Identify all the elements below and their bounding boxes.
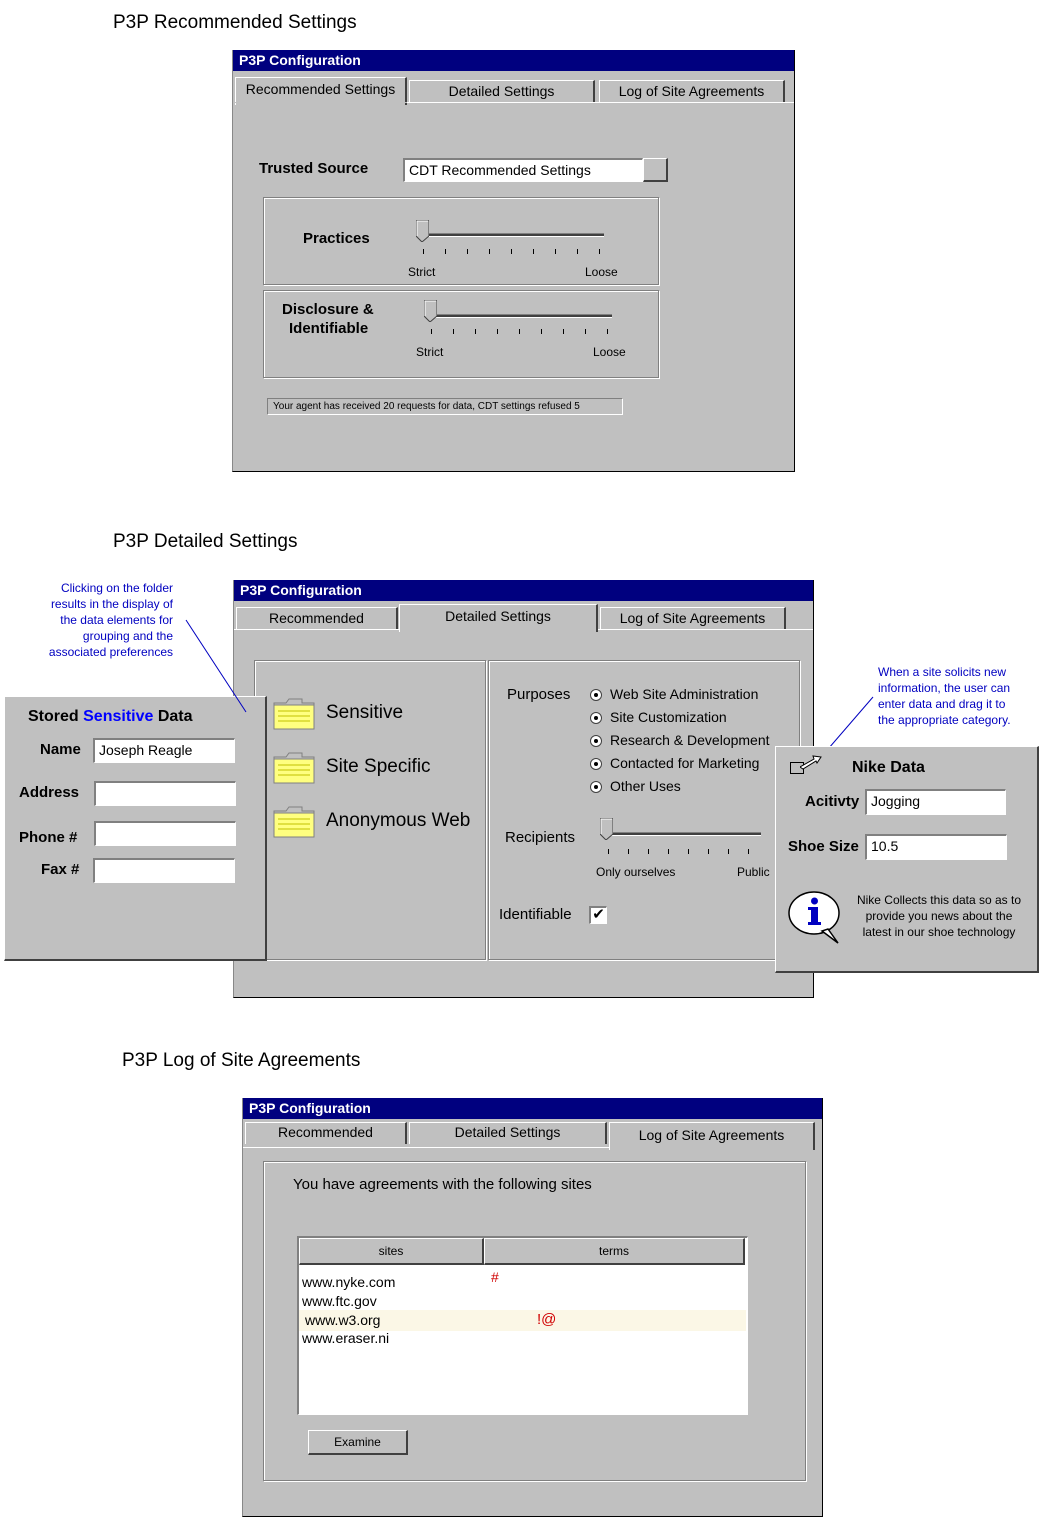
- section1-heading: P3P Recommended Settings: [113, 12, 357, 33]
- shoe-size-label: Shoe Size: [788, 838, 859, 855]
- recipients-min-label: Only ourselves: [596, 865, 676, 879]
- purposes-label: Purposes: [507, 686, 571, 703]
- table-row-highlighted[interactable]: [299, 1310, 746, 1331]
- drag-callout-note: When a site solicits new information, the user can enter data and drag it to the appropriate category.: [878, 665, 1011, 727]
- identifiable-label: Identifiable: [499, 906, 572, 923]
- window-title: P3P Configuration: [234, 580, 813, 601]
- disclosure-strict-label: Strict: [416, 345, 444, 359]
- tab-log-of-site-agreements[interactable]: Log of Site Agreements: [600, 607, 786, 629]
- site-cell: www.nyke.com: [302, 1274, 396, 1290]
- identifiable-checkbox[interactable]: ✔: [589, 906, 607, 924]
- table-row[interactable]: [299, 1331, 746, 1350]
- nike-title: Nike Data: [852, 759, 925, 776]
- activity-label: Acitivty: [805, 793, 860, 810]
- terms-cell: #: [491, 1269, 499, 1285]
- recipients-label: Recipients: [505, 829, 576, 846]
- folder-callout-note: Clicking on the folder results in the display of the data elements for grouping and the associated preferences: [48, 581, 173, 659]
- info-icon: [786, 889, 842, 945]
- name-field[interactable]: Joseph Reagle: [93, 738, 235, 763]
- purpose-label-1[interactable]: Web Site Administration: [610, 686, 759, 702]
- tab-log-of-site-agreements[interactable]: Log of Site Agreements: [609, 1122, 815, 1150]
- purpose-label-5[interactable]: Other Uses: [610, 778, 681, 794]
- folder-site-specific-label[interactable]: Site Specific: [326, 756, 431, 777]
- window-title: P3P Configuration: [233, 50, 794, 71]
- nike-info-text: Nike Collects this data so as to provide you news about the latest in our shoe technology: [856, 893, 1022, 939]
- terms-cell: !@: [537, 1311, 557, 1328]
- phone-label: Phone #: [19, 829, 78, 846]
- trusted-source-label: Trusted Source: [259, 160, 369, 177]
- disclosure-label-line2: Identifiable: [289, 320, 369, 337]
- window-title: P3P Configuration: [243, 1098, 822, 1119]
- site-cell: www.ftc.gov: [302, 1293, 377, 1309]
- tab-detailed-settings[interactable]: Detailed Settings: [399, 604, 598, 632]
- tab-recommended-settings[interactable]: Recommended Settings: [235, 77, 407, 105]
- purpose-label-4[interactable]: Contacted for Marketing: [610, 755, 760, 771]
- nike-data-panel: [775, 746, 1039, 973]
- practices-strict-label: Strict: [408, 265, 436, 279]
- practices-label: Practices: [303, 230, 370, 247]
- purpose-label-3[interactable]: Research & Development: [610, 732, 770, 748]
- fax-label: Fax #: [41, 861, 80, 878]
- table-row[interactable]: [299, 1269, 746, 1291]
- site-cell: www.eraser.ni: [302, 1330, 390, 1346]
- trusted-source-field[interactable]: CDT Recommended Settings: [403, 158, 643, 182]
- column-header-sites[interactable]: sites: [299, 1238, 484, 1265]
- column-header-terms[interactable]: terms: [484, 1238, 745, 1265]
- section3-heading: P3P Log of Site Agreements: [122, 1050, 361, 1071]
- tab-recommended[interactable]: Recommended: [245, 1122, 407, 1144]
- section2-heading: P3P Detailed Settings: [113, 531, 298, 552]
- drag-arrow-icon: [800, 755, 822, 771]
- site-cell: www.w3.org: [305, 1312, 381, 1328]
- examine-button[interactable]: Examine: [308, 1430, 408, 1455]
- tab-detailed-settings[interactable]: Detailed Settings: [409, 80, 595, 102]
- name-label: Name: [40, 741, 81, 758]
- folder-anonymous-web-label[interactable]: Anonymous Web: [326, 810, 471, 831]
- log-window: [242, 1098, 823, 1517]
- status-bar: Your agent has received 20 requests for data, CDT settings refused 5: [267, 398, 623, 415]
- agreements-table: [297, 1236, 748, 1415]
- shoe-size-field[interactable]: 10.5: [865, 834, 1007, 860]
- tab-log-of-site-agreements[interactable]: Log of Site Agreements: [599, 80, 785, 102]
- agreements-intro: You have agreements with the following sites: [293, 1176, 592, 1193]
- address-label: Address: [19, 784, 80, 801]
- stored-data-title: Stored Sensitive Data: [28, 708, 193, 725]
- disclosure-label-line1: Disclosure &: [282, 301, 374, 318]
- purpose-label-2[interactable]: Site Customization: [610, 709, 727, 725]
- folder-sensitive-label[interactable]: Sensitive: [326, 702, 404, 723]
- disclosure-loose-label: Loose: [593, 345, 626, 359]
- activity-field[interactable]: Jogging: [865, 789, 1006, 815]
- practices-loose-label: Loose: [585, 265, 618, 279]
- tab-detailed-settings[interactable]: Detailed Settings: [409, 1122, 607, 1144]
- tab-recommended[interactable]: Recommended: [236, 607, 398, 629]
- recipients-max-label: Public: [737, 865, 770, 879]
- table-row[interactable]: [299, 1291, 746, 1310]
